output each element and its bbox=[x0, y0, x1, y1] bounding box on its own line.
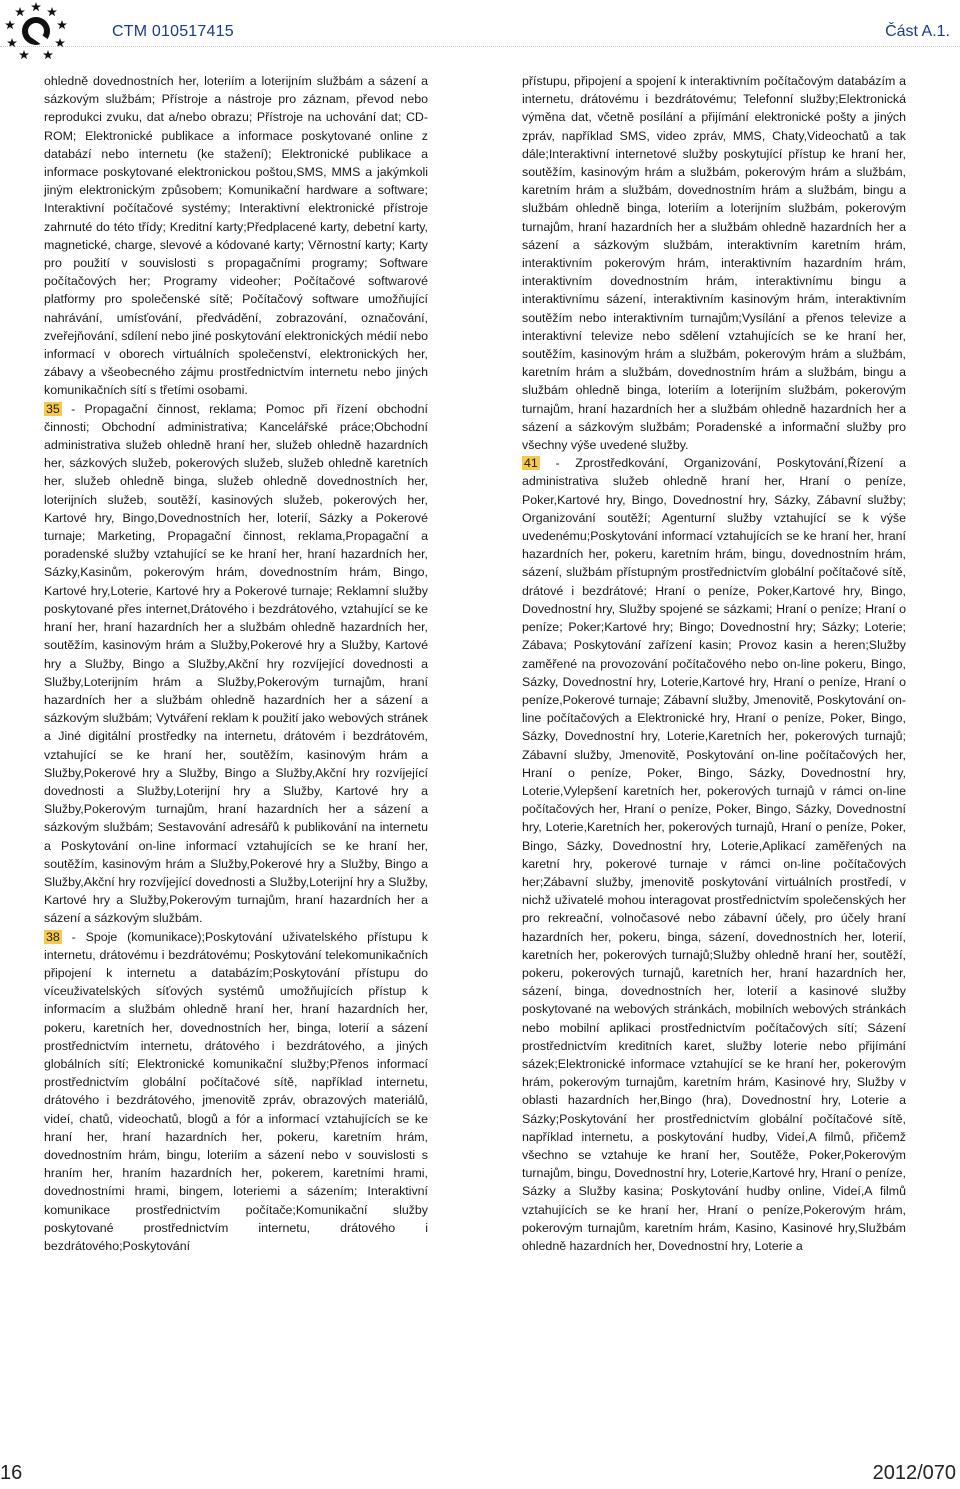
class-41-paragraph bbox=[522, 454, 906, 1255]
continuation-paragraph: ohledně dovednostních her, loteriím a loterijním službám a sázení a sázkovým službám; Přístroje a nástroje pro záznam, převod nebo reprodukci zvuku, dat a/nebo obrazu; Přístroje na uchování dat; CD-ROM; Elektronické publikace a informace poskytované online z databází nebo internetu (ke stažení); Elektronické publikace a informace poskytované elektronickou poštou,SMS, MMS a jakýmkoli jiným elektronickým způsobem; Komunikační hardware a software; Interaktivní počítačové systémy; Interaktivní elektronické přístroje zahrnuté do této třídy; Kreditní karty;Předplacené karty, debetní karty, magnetické, charge, slevové a kódované karty; Věrnostní karty; Karty pro použití v souvislosti s propagačními programy; Software počítačových her; Programy videoher; Počítačové softwarové platformy pro společenské sítě; Počítačový software umožňující nahrávání, umísťování, předvádění, zobrazování, označování, zveřejňování, sdílení nebo jiné poskytování elektronických médií nebo informací v oborech virtuálních společenství, elektronických her, zábavy a všeobecného zájmu prostřednictvím internetu nebo jiných komunikačních sítí s třetími osobami. bbox=[44, 74, 428, 398]
bulletin-issue: 2012/070 bbox=[872, 1462, 956, 1484]
document-code: CTM 010517415 bbox=[112, 23, 234, 40]
class-41-number: 41 bbox=[524, 456, 538, 471]
class-41-text: - Zprostředkování, Organizování, Poskytování,Řízení a administrativa služeb ohledně hraní her, Hraní o peníze, Poker,Kartové hry, Bingo, Dovednostní hry, Sázky, Zábavní služby; Organizování soutěží; Agenturní služby vztahující se k výše uvedenému;Poskytování informací vztahujících se ke hraní her, hraní hazardních her, pokeru, karetním hrám, bingu, dovednostním hrám, sázení, službám přístupným prostřednictvím globální počítačové sítě, drátové i bezdrátové; Hraní o peníze, Poker,Kartové hry, Bingo, Dovednostní hry, Služby spojené se sázkami; Hraní o peníze; Hraní o peníze; Poker;Kartové hry; Bingo; Dovednostní hry; Sázky; Loterie; Zábava; Poskytování zařízení kasin; Provoz kasin a heren;Služby zaměřené na provozování počítačového nebo on-line pokeru, Bingo, Sázky, Dovednostní hry, Loterie,Kartové hry, Hraní o peníze, Hraní o peníze,Pokerové turnaje; Zábavní služby, Jmenovitě, Poskytování on-line počítačových a Elektronické hry, Hraní o peníze, Poker, Bingo, Sázky, Dovednostní hry, Loterie,Karetních her, pokerových turnajů; Zábavní služby, Jmenovitě, Poskytování on-line počítačových her, Hraní o peníze, Poker, Bingo, Sázky, Dovednostní hry, Loterie,Vylepšení karetních her, pokerových turnajů v rámci on-line počítačových her, Hraní o peníze, Poker, Bingo, Sázky, Dovednostní hry, Loterie,Karetních her, pokerových turnajů, Hraní o peníze, Poker, Bingo, Sázky, Dovednostní hry, Loterie,Aplikací zaměřených na karetní hry, pokerové turnaje v rámci on-line počítačových her;Zábavní služby, jmenovitě poskytování virtuálních prostředí, v nichž uživatelé mohou interagovat prostřednictvím společenských her pro rekreační, volnočasové nebo zábavní účely, pro účely hraní hazardních her, pokeru, binga, sázení, dovednostních her, loterií, karetních her, pokerových turnajů;Služby ohledně hraní her, soutěží, pokeru, pokerových turnajů, karetních her, hraní hazardních her, sázení, binga, dovednostních her, loterií a kasinové služby poskytované na webových stránkách, mobilních webových stránkách nebo mobilní aplikaci prostřednictvím počítačových sítí; Sázení prostřednictvím kreditních karet, služby loterie nebo přijímání sázek;Elektronické informace vztahující se ke hraní her, pokerovým hrám, pokerovým turnajům, karetním hrám, Kasinové hry, Služby v oblasti hazardních her,Bingo (hra), Dovednostní hry, Loterie a Sázky;Poskytování her prostřednictvím globální počítačové sítě, například internetu, a poskytování hudby, Videí,A filmů, přičemž všechno se vztahuje ke hraní her, Soutěže, Poker,Pokerovým turnajům, bingu, Dovednostní hry, Loterie,Kartové hry, Hraní o peníze, Sázky a Služby kasina; Poskytování hudby online, Videí,A filmů vztahujících se ke hraní her, Hraní o peníze,Pokerovým hrám, pokerovým turnajům, karetním hrám, Kasino, Kasinové hry,Službám ohledně hazardních her, Dovednostní hry, Loterie a bbox=[522, 456, 906, 1253]
class-38-paragraph bbox=[44, 928, 428, 1256]
document-part: Část A.1. bbox=[885, 23, 950, 40]
class-38-text: - Spoje (komunikace);Poskytování uživatelského přístupu k internetu, drátovému i bezdrátovému; Poskytování telekomunikačních připojení k internetu a databázím;Poskytování přístupu do víceuživatelských síťových systémů umožňujících přístup k informacím a službám ohledně hraní her, hraní hazardních her, pokeru, karetních her, dovednostních her, binga, loterií a sázení prostřednictvím internetu, drátového i bezdrátového, a jiných globálních sítí; Elektronické komunikační služby;Přenos informací prostřednictvím globální počítačové sítě, například internetu, drátového i bezdrátového, jmenovitě zpráv, obrazových materiálů, videí, chatů, videochatů, blogů a fór a informací vztahujících se ke hraní her, hraní hazardních her, pokeru, karetním hrám, dovednostním hrám, bingu, loteriím a sázení nebo v souvislosti s hraním her, hraním hazardních her, pokerem, karetními hrami, dovednostními hrami, bingem, loteriemi a sázením; Interaktivní komunikace prostřednictvím počítače;Komunikační služby poskytované prostřednictvím internetu, drátového i bezdrátového;Poskytování bbox=[44, 929, 428, 1253]
continuation-paragraph: přístupu, připojení a spojení k interaktivním počítačovým databázím a internetu, drátovému i bezdrátovému; Telefonní služby;Elektronická výměna dat, včetně posílání a přijímání elektronické pošty a jiných zpráv, například SMS, video zpráv, MMS, Chaty,Videochatů a tak dále;Interaktivní internetové služby poskytující přístup ke hraní her, soutěžím, kasinovým hrám a službám, pokerovým hrám a službám, karetním hrám a službám, dovednostním hrám a službám, bingu a službám ohledně binga, loteriím a loterijním službám, pokerovým turnajům, hraní hazardních her a službám ohledně hazardních her a sázení a sázkovým službám, interaktivním karetním hrám, interaktivním pokerovým hrám, interaktivním hazardním hrám, interaktivním dovednostním hrám, interaktivnímu bingu a interaktivnímu sázení, interaktivním kasinovým hrám, interaktivním soutěžím nebo interaktivním turnajům;Vysílání a přenos televize a interaktivní televize nebo sdělení vztahujících se ke hraní her, soutěžím, kasinovým hrám a službám, pokerovým hrám a službám, karetním hrám a službám, dovednostním hrám a službám, bingu a službám ohledně binga, loteriím a loterijním službám, pokerovým turnajům, hraní hazardních her a službám ohledně hazardních her a sázení a sázkovým službám; Poradenské a informační služby pro všechny výše uvedené služby. bbox=[522, 74, 906, 453]
class-35-paragraph bbox=[44, 400, 428, 928]
class-35-text: - Propagační činnost, reklama; Pomoc při řízení obchodní činnosti; Obchodní administrativa; Kancelářské práce;Obchodní administrativa služeb ohledně hraní her, služeb ohledně hazardních her, sázkových služeb, pokerových služeb, služeb ohledně karetních her, služeb ohledně binga, služeb ohledně dovednostních her, loterijních služeb, soutěží, kasinových služeb, pokerových her, Kartové hry, Bingo,Dovednostních her, loterií, Sázky a Pokerové turnaje; Marketing, Propagační činnost, reklama,Propagační a poradenské služby vztahující se ke hraní her, hraní hazardních her, Sázky,Kasinům, pokerovým hrám, dovednostním hrám, Bingo, Kartové hry,Loterie, Kartové hry a Pokerové turnaje; Reklamní služby poskytované přes internet,Drátového i bezdrátového, vztahující se ke hraní her, hraní hazardních her a službám ohledně hazardních her, soutěžím, kasinovým hrám a Služby,Pokerové hry a Služby, Kartové hry a Služby, Bingo a Služby,Akční hry rozvíjející dovednosti a Služby,Loterijním hrám a Služby,Pokerovým turnajům, hraní hazardních her a službám ohledně hazardních her a sázení a sázkovým službám; Vytváření reklam k použití jako webových stránek a Jiné digitální prostředky na internetu, drátovém i bezdrátovém, vztahující se ke hraní her, soutěžím, kasinovým hrám a Služby,Pokerové hry a Služby, Bingo a Služby,Akční hry rozvíjející dovednosti a Služby,Loterijní hry a Služby, Kartové hry a Služby,Pokerovým turnajům, hraní hazardních her a sázení a sázkovým službám; Sestavování adresářů k publikování na internetu a Poskytování on-line informací vztahujících se ke hraní her, soutěžím, kasinovým hrám a Služby,Pokerové hry a Služby, Bingo a Služby,Akční hry rozvíjející dovednosti a Služby,Loterijní hry a Služby, Kartové hry a Služby,Pokerovým turnajům, hraní hazardních her a sázení a sázkovým službám. bbox=[44, 401, 428, 926]
left-column bbox=[44, 72, 428, 1255]
office-logo-icon bbox=[0, 0, 96, 60]
header-divider bbox=[0, 46, 960, 47]
class-38-number: 38 bbox=[46, 929, 60, 944]
class-35-number: 35 bbox=[46, 401, 60, 416]
right-column bbox=[522, 72, 906, 1255]
page-number: 16 bbox=[0, 1462, 23, 1484]
